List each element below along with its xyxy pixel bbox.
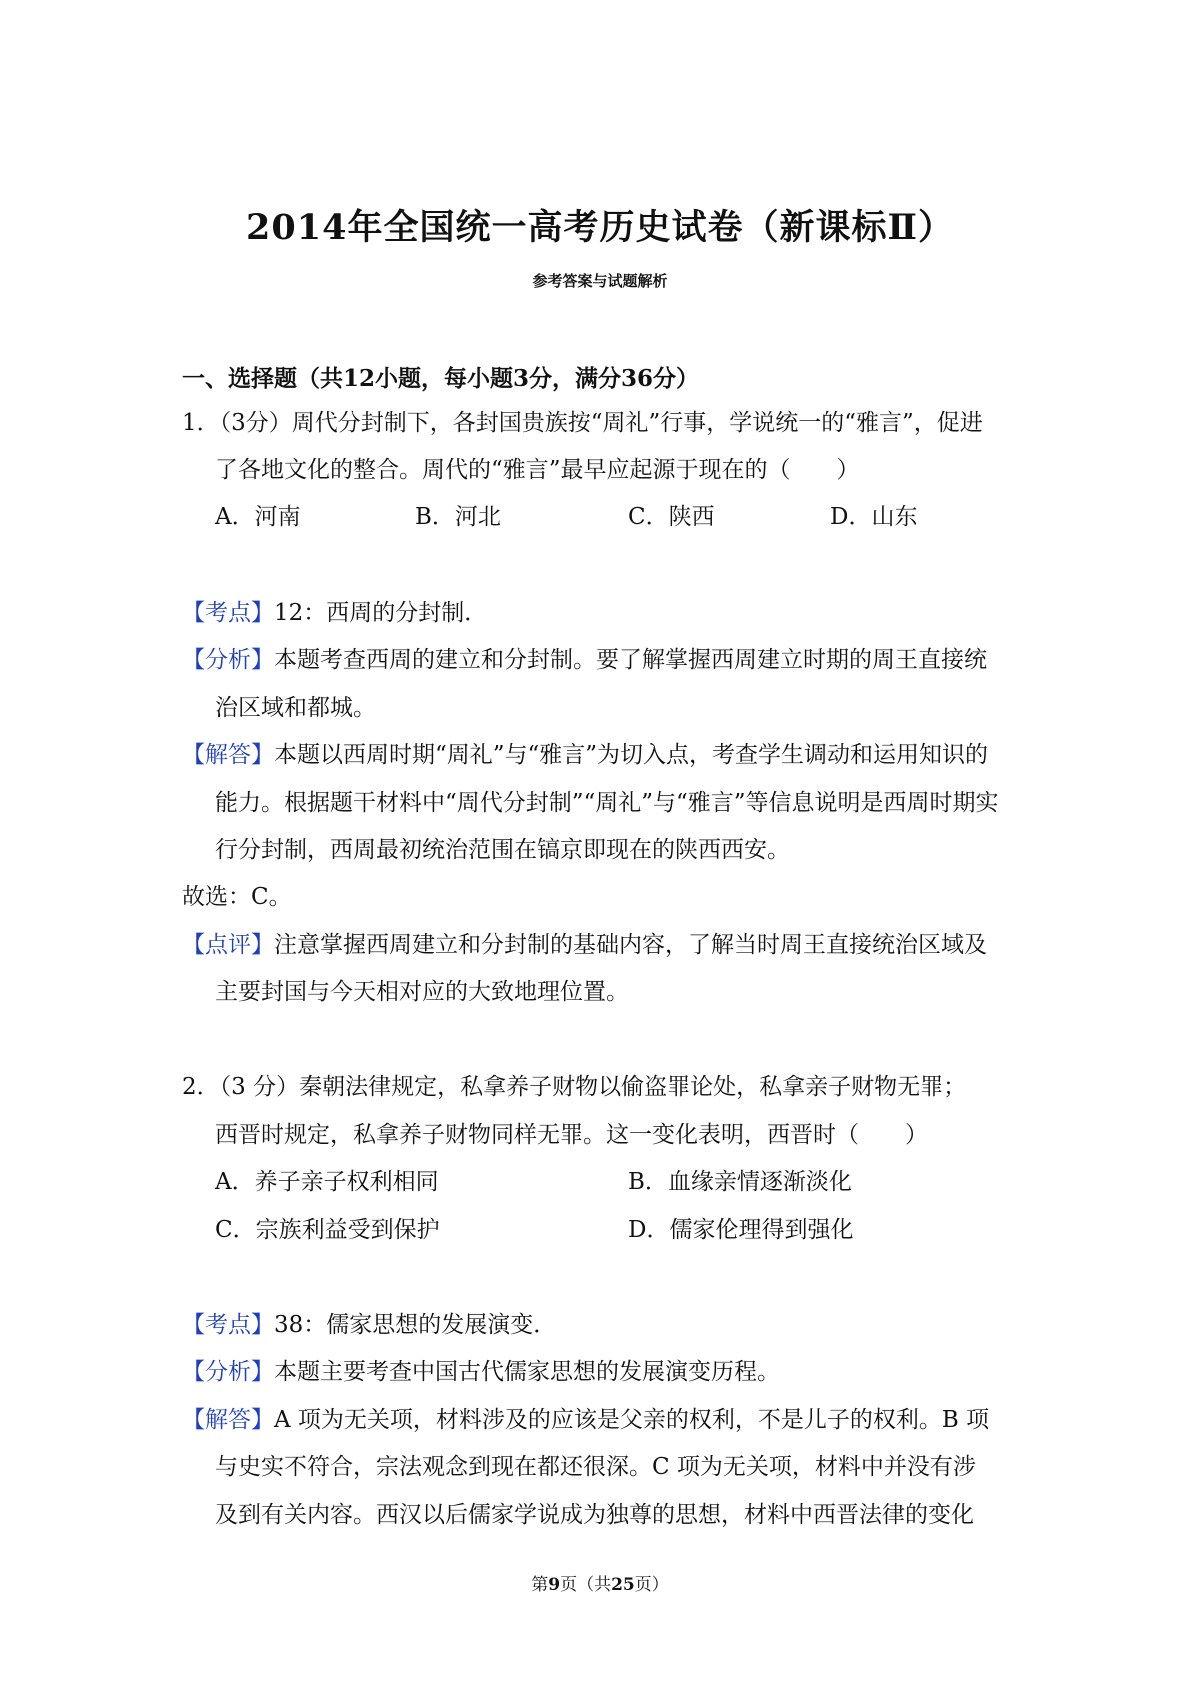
option-d: D．儒家伦理得到强化: [628, 1217, 854, 1243]
dianping-row: [182, 930, 987, 960]
jieda-text: 本题以西周时期“周礼”与“雅言”为切入点，考查学生调动和运用知识的: [274, 742, 989, 768]
jieda-text-cont: 及到有关内容。西汉以后儒家学说成为独尊的思想，材料中西晋法律的变化: [215, 1502, 974, 1528]
jieda-tag: 【解答】: [182, 742, 274, 768]
option-a: A．河南: [215, 504, 301, 530]
page-title: 2014年全国统一高考历史试卷（新课标Ⅱ）: [246, 207, 954, 248]
option-b: B．血缘亲情逐渐淡化: [628, 1169, 852, 1195]
kaodian-tag: 【考点】: [182, 1312, 274, 1338]
question-stem-line: 西晋时规定，私拿养子财物同样无罪。这一变化表明，西晋时（ ）: [215, 1122, 928, 1148]
option-b: B．河北: [415, 504, 501, 530]
option-c: C．宗族利益受到保护: [215, 1217, 440, 1243]
dianping-text: 注意掌握西周建立和分封制的基础内容，了解当时周王直接统治区域及: [274, 932, 987, 958]
fenxi-text-cont: 治区域和都城。: [215, 695, 376, 721]
footer-mid: 页（共: [560, 1575, 612, 1595]
fenxi-row: [182, 645, 987, 675]
dianping-tag: 【点评】: [182, 932, 274, 958]
question-stem-line: 1．（3分）周代分封制下，各封国贵族按“周礼”行事，学说统一的“雅言”，促进: [182, 410, 983, 436]
page-footer: [0, 1570, 1200, 1595]
page-subtitle: 参考答案与试题解析: [532, 272, 668, 290]
jieda-text: A 项为无关项，材料涉及的应该是父亲的权利，不是儿子的权利。B 项: [274, 1407, 990, 1433]
kaodian-row: [182, 1310, 556, 1340]
kaodian-text: 38：儒家思想的发展演变．: [274, 1312, 557, 1338]
jieda-tag: 【解答】: [182, 1407, 274, 1433]
section-heading: 一、选择题（共12小题，每小题3分，满分36分）: [182, 365, 700, 392]
fenxi-row: [182, 1357, 780, 1387]
jieda-text-cont: 与史实不符合，宗法观念到现在都还很深。C 项为无关项，材料中并没有涉: [215, 1454, 976, 1480]
footer-total-pages: 25: [611, 1575, 635, 1595]
fenxi-text: 本题考查西周的建立和分封制。要了解掌握西周建立时期的周王直接统: [274, 647, 987, 673]
jieda-row: [182, 740, 988, 770]
answer-line: 故选：C。: [182, 884, 292, 910]
fenxi-text: 本题主要考查中国古代儒家思想的发展演变历程。: [274, 1359, 780, 1385]
option-a: A．养子亲子权利相同: [215, 1169, 439, 1195]
kaodian-row: [182, 598, 487, 628]
footer-suffix: 页）: [634, 1575, 669, 1595]
question-stem-line: 了各地文化的整合。周代的“雅言”最早应起源于现在的（ ）: [215, 457, 860, 483]
dianping-text-cont: 主要封国与今天相对应的大致地理位置。: [215, 979, 629, 1005]
jieda-text-cont: 行分封制，西周最初统治范围在镐京即现在的陕西西安。: [215, 837, 790, 863]
option-c: C．陕西: [628, 504, 715, 530]
fenxi-tag: 【分析】: [182, 647, 274, 673]
jieda-text-cont: 能力。根据题干材料中“周代分封制”“周礼”与“雅言”等信息说明是西周时期实: [215, 790, 999, 816]
question-stem-line: 2．（3 分）秦朝法律规定，私拿养子财物以偷盗罪论处，私拿亲子财物无罪；: [182, 1074, 967, 1100]
option-d: D．山东: [830, 504, 918, 530]
jieda-row: [182, 1405, 989, 1435]
fenxi-tag: 【分析】: [182, 1359, 274, 1385]
footer-prefix: 第: [531, 1575, 549, 1595]
footer-page-number: 9: [548, 1575, 561, 1595]
kaodian-tag: 【考点】: [182, 600, 274, 626]
kaodian-text: 12：西周的分封制．: [274, 600, 488, 626]
